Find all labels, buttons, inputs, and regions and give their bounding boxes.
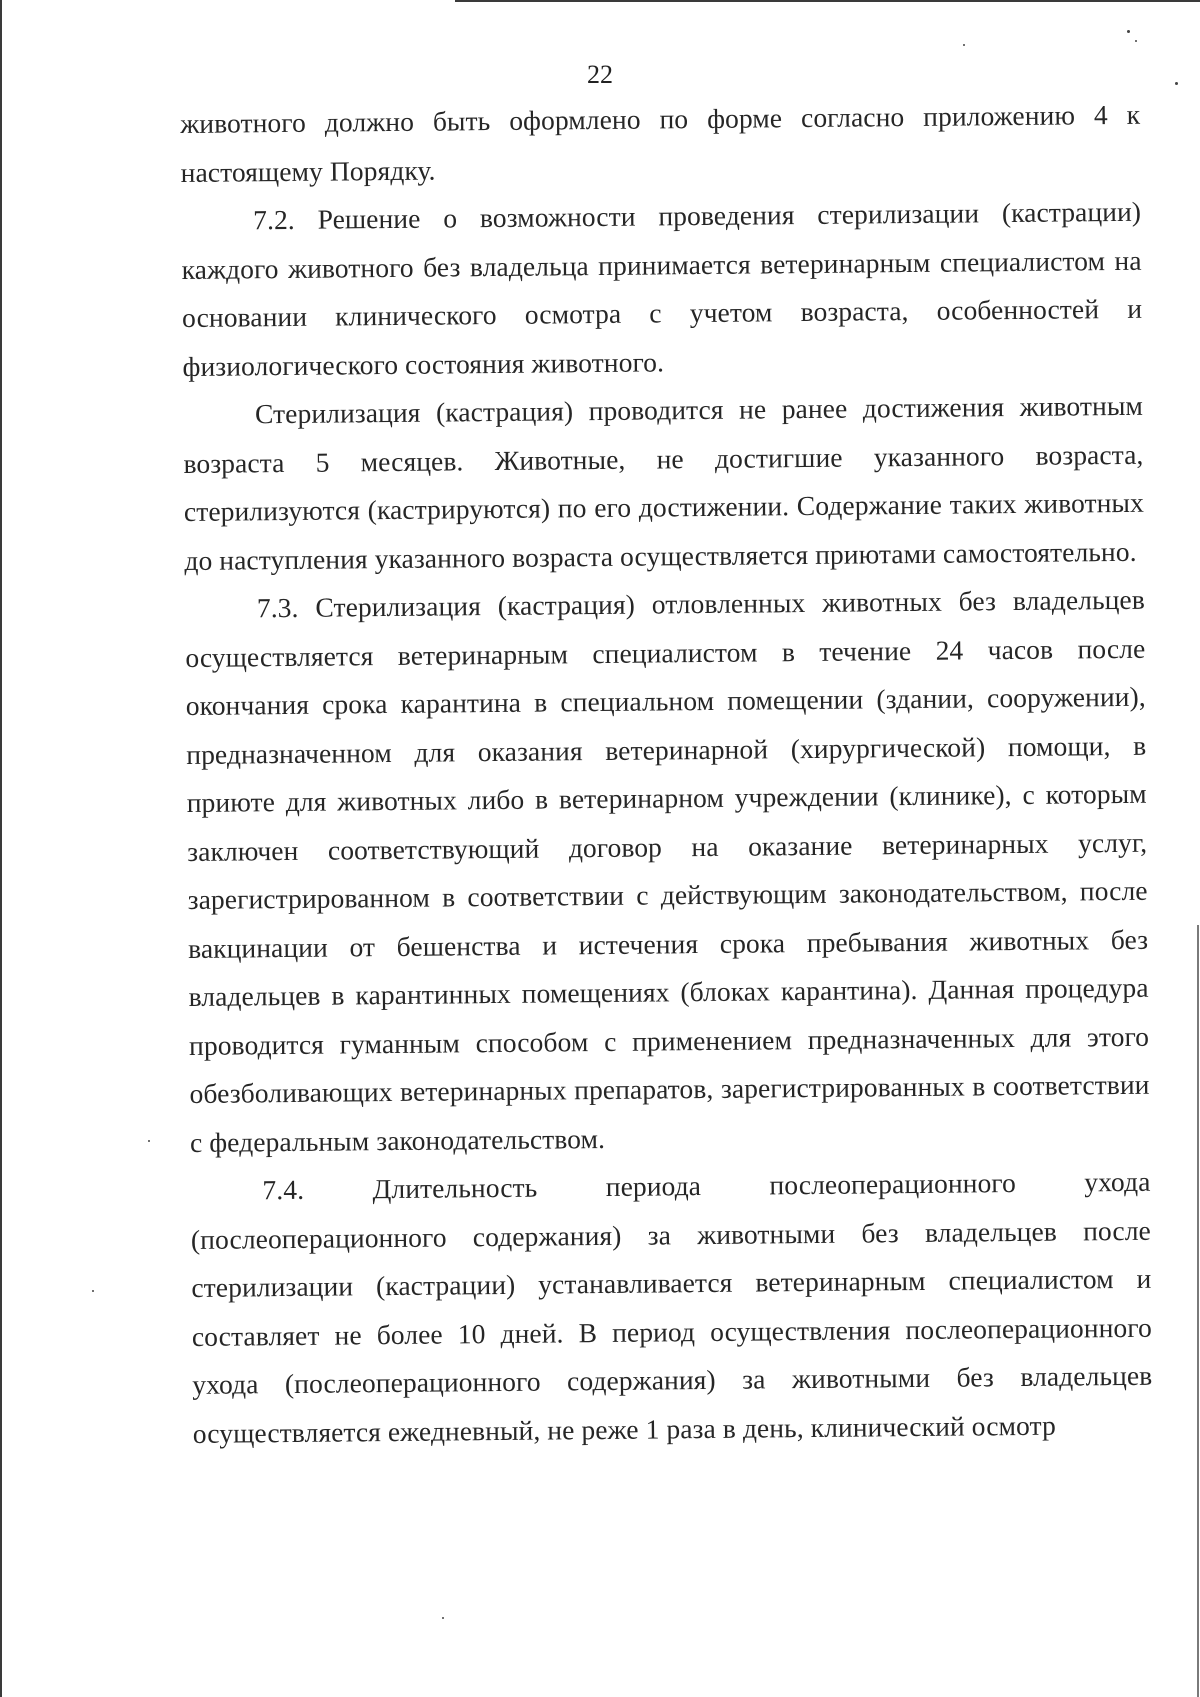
paragraph-7-3: 7.3. Стерилизация (кастрация) отловленных животных без владельцев осуществляется ветеринарным специалистом в течение 24 часов после окончания срока карантина в специальном помещении (здании, сооружении), предназначенном для оказания ветеринарной (хирургической) помощи, в приюте для животных либо в ветеринарном учреждении (клинике), с которым заключен соответствующий договор на оказание ветеринарных услуг, зарегистрированном в соответствии с действующим законодательством, после вакцинации от бешенства и истечения срока пребывания животных без владельцев в карантинных помещениях (блоках карантина). Данная процедура проводится гуманным способом с применением предназначенных для этого обезболивающих ветеринарных препаратов, зарегистрированных в соответствии с федеральным законодательством. [185, 583, 1150, 1158]
scan-speck [1127, 30, 1130, 33]
page-number: 22 [587, 60, 613, 89]
paragraph-continuation: животного должно быть оформлено по форме согласно приложению 4 к настоящему Порядку. [180, 98, 1141, 188]
document-body [180, 91, 1153, 1458]
paragraph-7-2: 7.2. Решение о возможности проведения стерилизации (кастрации) каждого животного без владельца принимается ветеринарным специалистом на основании клинического осмотра с учетом возраста, особенностей и физиологического состояния животного. [181, 195, 1143, 382]
scan-top-border [455, 0, 1200, 2]
scan-speck [963, 44, 965, 46]
scan-left-border [0, 0, 2, 1697]
scan-speck [92, 1290, 94, 1292]
scan-right-border [1197, 925, 1199, 1697]
scan-speck [148, 1140, 150, 1142]
paragraph-sterilization-age: Стерилизация (кастрация) проводится не ранее достижения животным возраста 5 месяцев. Животные, не достигшие указанного возраста, стерилизуются (кастрируются) по его достижении. Содержание таких животных до наступления указанного возраста осуществляется приютами самостоятельно. [183, 389, 1145, 576]
scan-speck [442, 1617, 444, 1619]
paragraph-7-4: 7.4. Длительность периода послеоперационного ухода (послеоперационного содержания) за животными без владельцев после стерилизации (кастрации) устанавливается ветеринарным специалистом и составляет не более 10 дней. В период осуществления послеоперационного ухода (послеоперационного содержания) за животными без владельцев осуществляется ежедневный, не реже 1 раза в день, клинический осмотр [190, 1165, 1153, 1449]
scan-speck [1135, 40, 1137, 42]
